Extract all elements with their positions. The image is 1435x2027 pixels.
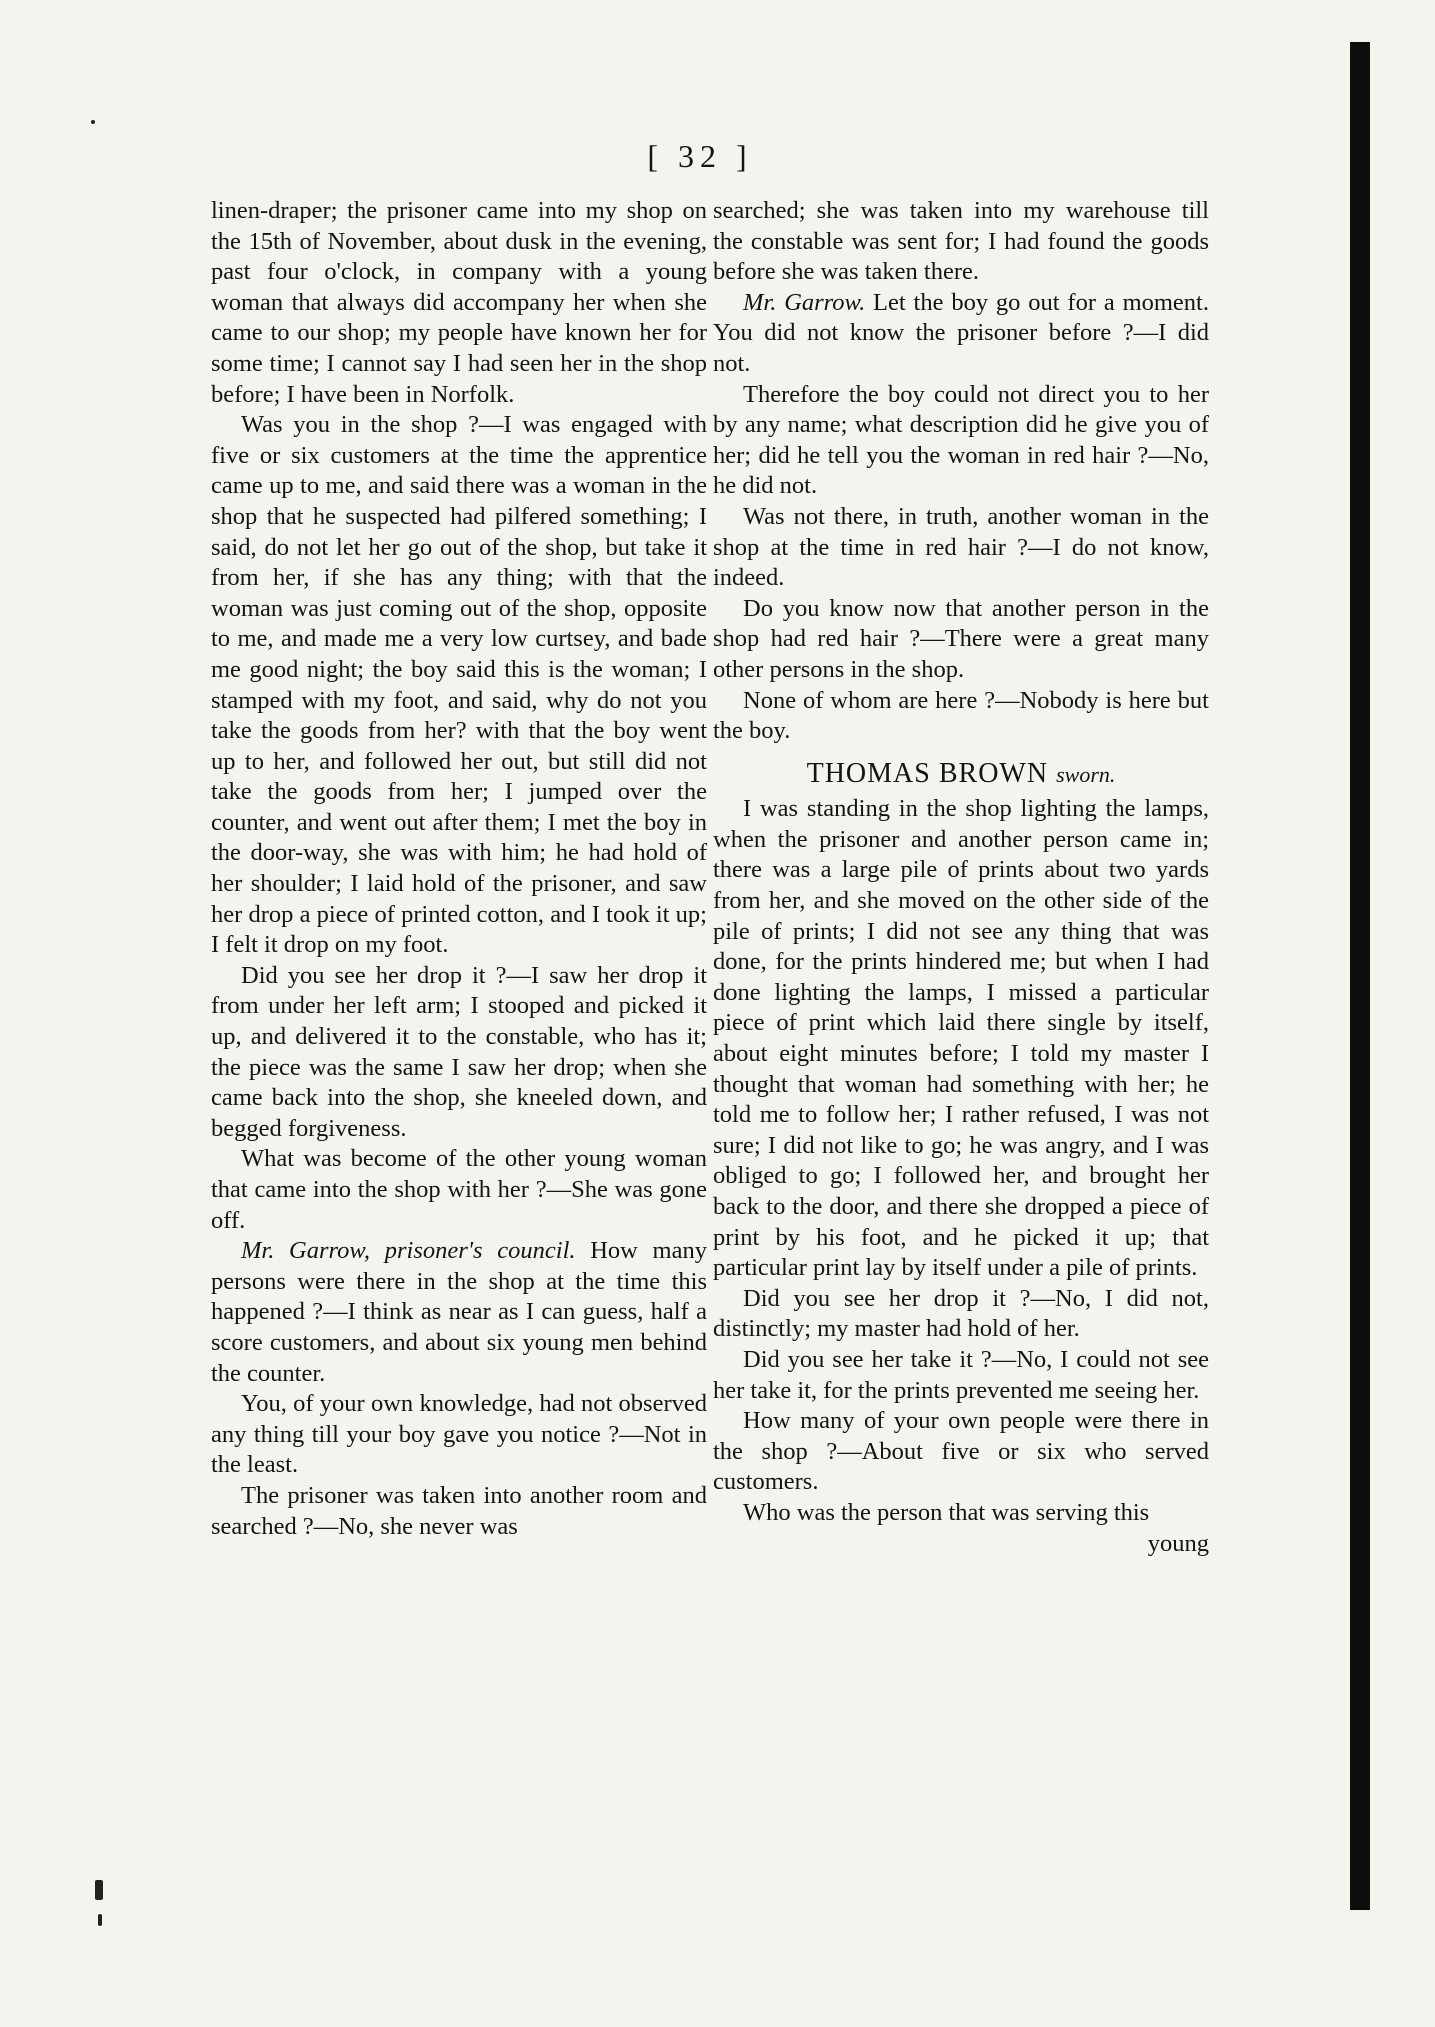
paragraph-text: Was you in the shop ?—I was engaged with five or six customers at the time the apprentice came up to me, and said there was a woman in the shop that he suspected had pilfered something; I said, do not let her go out of the shop, but take it from her, if she has any thing; with that the woman was just coming out of the shop, opposite to me, and made me a very low curtsey, and bade me good night; the boy said this is the woman; I stamped with my foot, and said, why do not you take the goods from her? with that the boy went up to her, and followed her out, but still did not take the goods from her; I jumped over the counter, and went out after them; I met the boy in the door-way, she was with him; he had hold of her shoulder; I laid hold of the prisoner, and saw her drop a piece of printed cotton, and I took it up; I felt it drop on my foot. bbox=[211, 411, 707, 959]
paragraph-text: Do you know now that another person in the shop had red hair ?—There were a great many other persons in the shop. bbox=[713, 594, 1209, 683]
paragraph-text: linen-draper; the prisoner came into my shop on the 15th of November, about dusk in the evening, past four o'clock, in company with a young woman that always did accompany her when she came to our shop; my people have known her for some time; I cannot say I had seen her in the shop before; I have been in Norfolk. bbox=[211, 197, 707, 408]
right-column bbox=[713, 196, 1209, 1559]
paragraph bbox=[713, 594, 1209, 686]
paragraph-text: searched; she was taken into my warehouse till the constable was sent for; I had found the goods before she was taken there. bbox=[713, 197, 1209, 286]
paragraph bbox=[713, 1498, 1209, 1529]
paragraph-text: You, of your own knowledge, had not observed any thing till your boy gave you notice ?—Not in the least. bbox=[211, 1390, 707, 1479]
paragraph-text: Was not there, in truth, another woman in the shop at the time in red hair ?—I do not know, indeed. bbox=[713, 502, 1209, 592]
margin-speck bbox=[98, 1914, 102, 1926]
paragraph bbox=[713, 1284, 1209, 1345]
paragraph-text: What was become of the other young woman that came into the shop with her ?—She was gone off. bbox=[211, 1145, 707, 1234]
paragraph-text: How many persons were there in the shop at the time this happened ?—I think as near as I can guess, half a score customers, and about six young men behind the counter. bbox=[211, 1237, 707, 1387]
paragraph bbox=[211, 961, 707, 1145]
paragraph-text: How many of your own people were there in the shop ?—About five or six who served customers. bbox=[713, 1407, 1209, 1496]
paragraph bbox=[713, 502, 1209, 594]
paragraph bbox=[713, 380, 1209, 502]
witness-name: THOMAS BROWN bbox=[806, 757, 1049, 789]
paragraph-text: None of whom are here ?—Nobody is here but the boy. bbox=[713, 686, 1209, 745]
witness-heading bbox=[713, 759, 1209, 791]
speaker-lead: Mr. Garrow. bbox=[743, 288, 866, 316]
paragraph-text: Did you see her drop it ?—No, I did not, distinctly; my master had hold of her. bbox=[713, 1284, 1209, 1343]
paragraph bbox=[713, 1345, 1209, 1406]
paragraph bbox=[713, 196, 1209, 288]
paragraph bbox=[211, 1236, 707, 1389]
paragraph bbox=[211, 1144, 707, 1236]
paragraph bbox=[713, 288, 1209, 380]
paragraph-text: Let the boy go out for a moment. You did not know the prisoner before ?—I did not. bbox=[713, 288, 1209, 377]
paragraph bbox=[211, 1389, 707, 1481]
paragraph bbox=[211, 196, 707, 410]
paragraph-text: Who was the person that was serving this bbox=[743, 1498, 1150, 1526]
paragraph-text: Did you see her drop it ?—I saw her drop it from under her left arm; I stooped and picked it up, and delivered it to the constable, who has it; the piece was the same I saw her drop; when she came back into the shop, she kneeled down, and begged forgiveness. bbox=[211, 961, 707, 1142]
witness-tag: sworn. bbox=[1056, 761, 1116, 787]
paragraph-text: The prisoner was taken into another room and searched ?—No, she never was bbox=[211, 1481, 707, 1540]
paragraph-text: Did you see her take it ?—No, I could not see her take it, for the prints prevented me seeing her. bbox=[713, 1345, 1209, 1404]
paragraph bbox=[713, 686, 1209, 747]
paragraph bbox=[211, 410, 707, 961]
left-column bbox=[211, 196, 707, 1542]
paragraph bbox=[713, 1406, 1209, 1498]
paragraph-text: I was standing in the shop lighting the lamps, when the prisoner and another person came in; there was a large pile of prints about two yards from her, and she moved on the other side of the pile of prints; I did not see any thing that was done, for the prints hindered me; but when I had done lighting the lamps, I missed a particular piece of print which laid there single by itself, about eight minutes before; I told my master I thought that woman had something with her; he told me to follow her; I rather refused, I was not sure; I did not like to go; he was angry, and I was obliged to go; I followed her, and brought her back to the door, and there she dropped a piece of print by his foot, and he picked it up; that particular print lay by itself under a pile of prints. bbox=[713, 795, 1209, 1282]
paragraph bbox=[211, 1481, 707, 1542]
binding-edge-shadow bbox=[1350, 42, 1370, 1910]
margin-speck bbox=[91, 120, 95, 124]
paragraph-text: Therefore the boy could not direct you to her by any name; what description did he give you of her; did he tell you the woman in red hair ?—No, he did not. bbox=[713, 380, 1209, 500]
paragraph bbox=[713, 794, 1209, 1284]
speaker-lead: Mr. Garrow, prisoner's council. bbox=[241, 1237, 576, 1265]
page-number: [ 32 ] bbox=[647, 138, 753, 174]
margin-speck bbox=[95, 1880, 103, 1900]
catchword: young bbox=[1147, 1529, 1209, 1557]
